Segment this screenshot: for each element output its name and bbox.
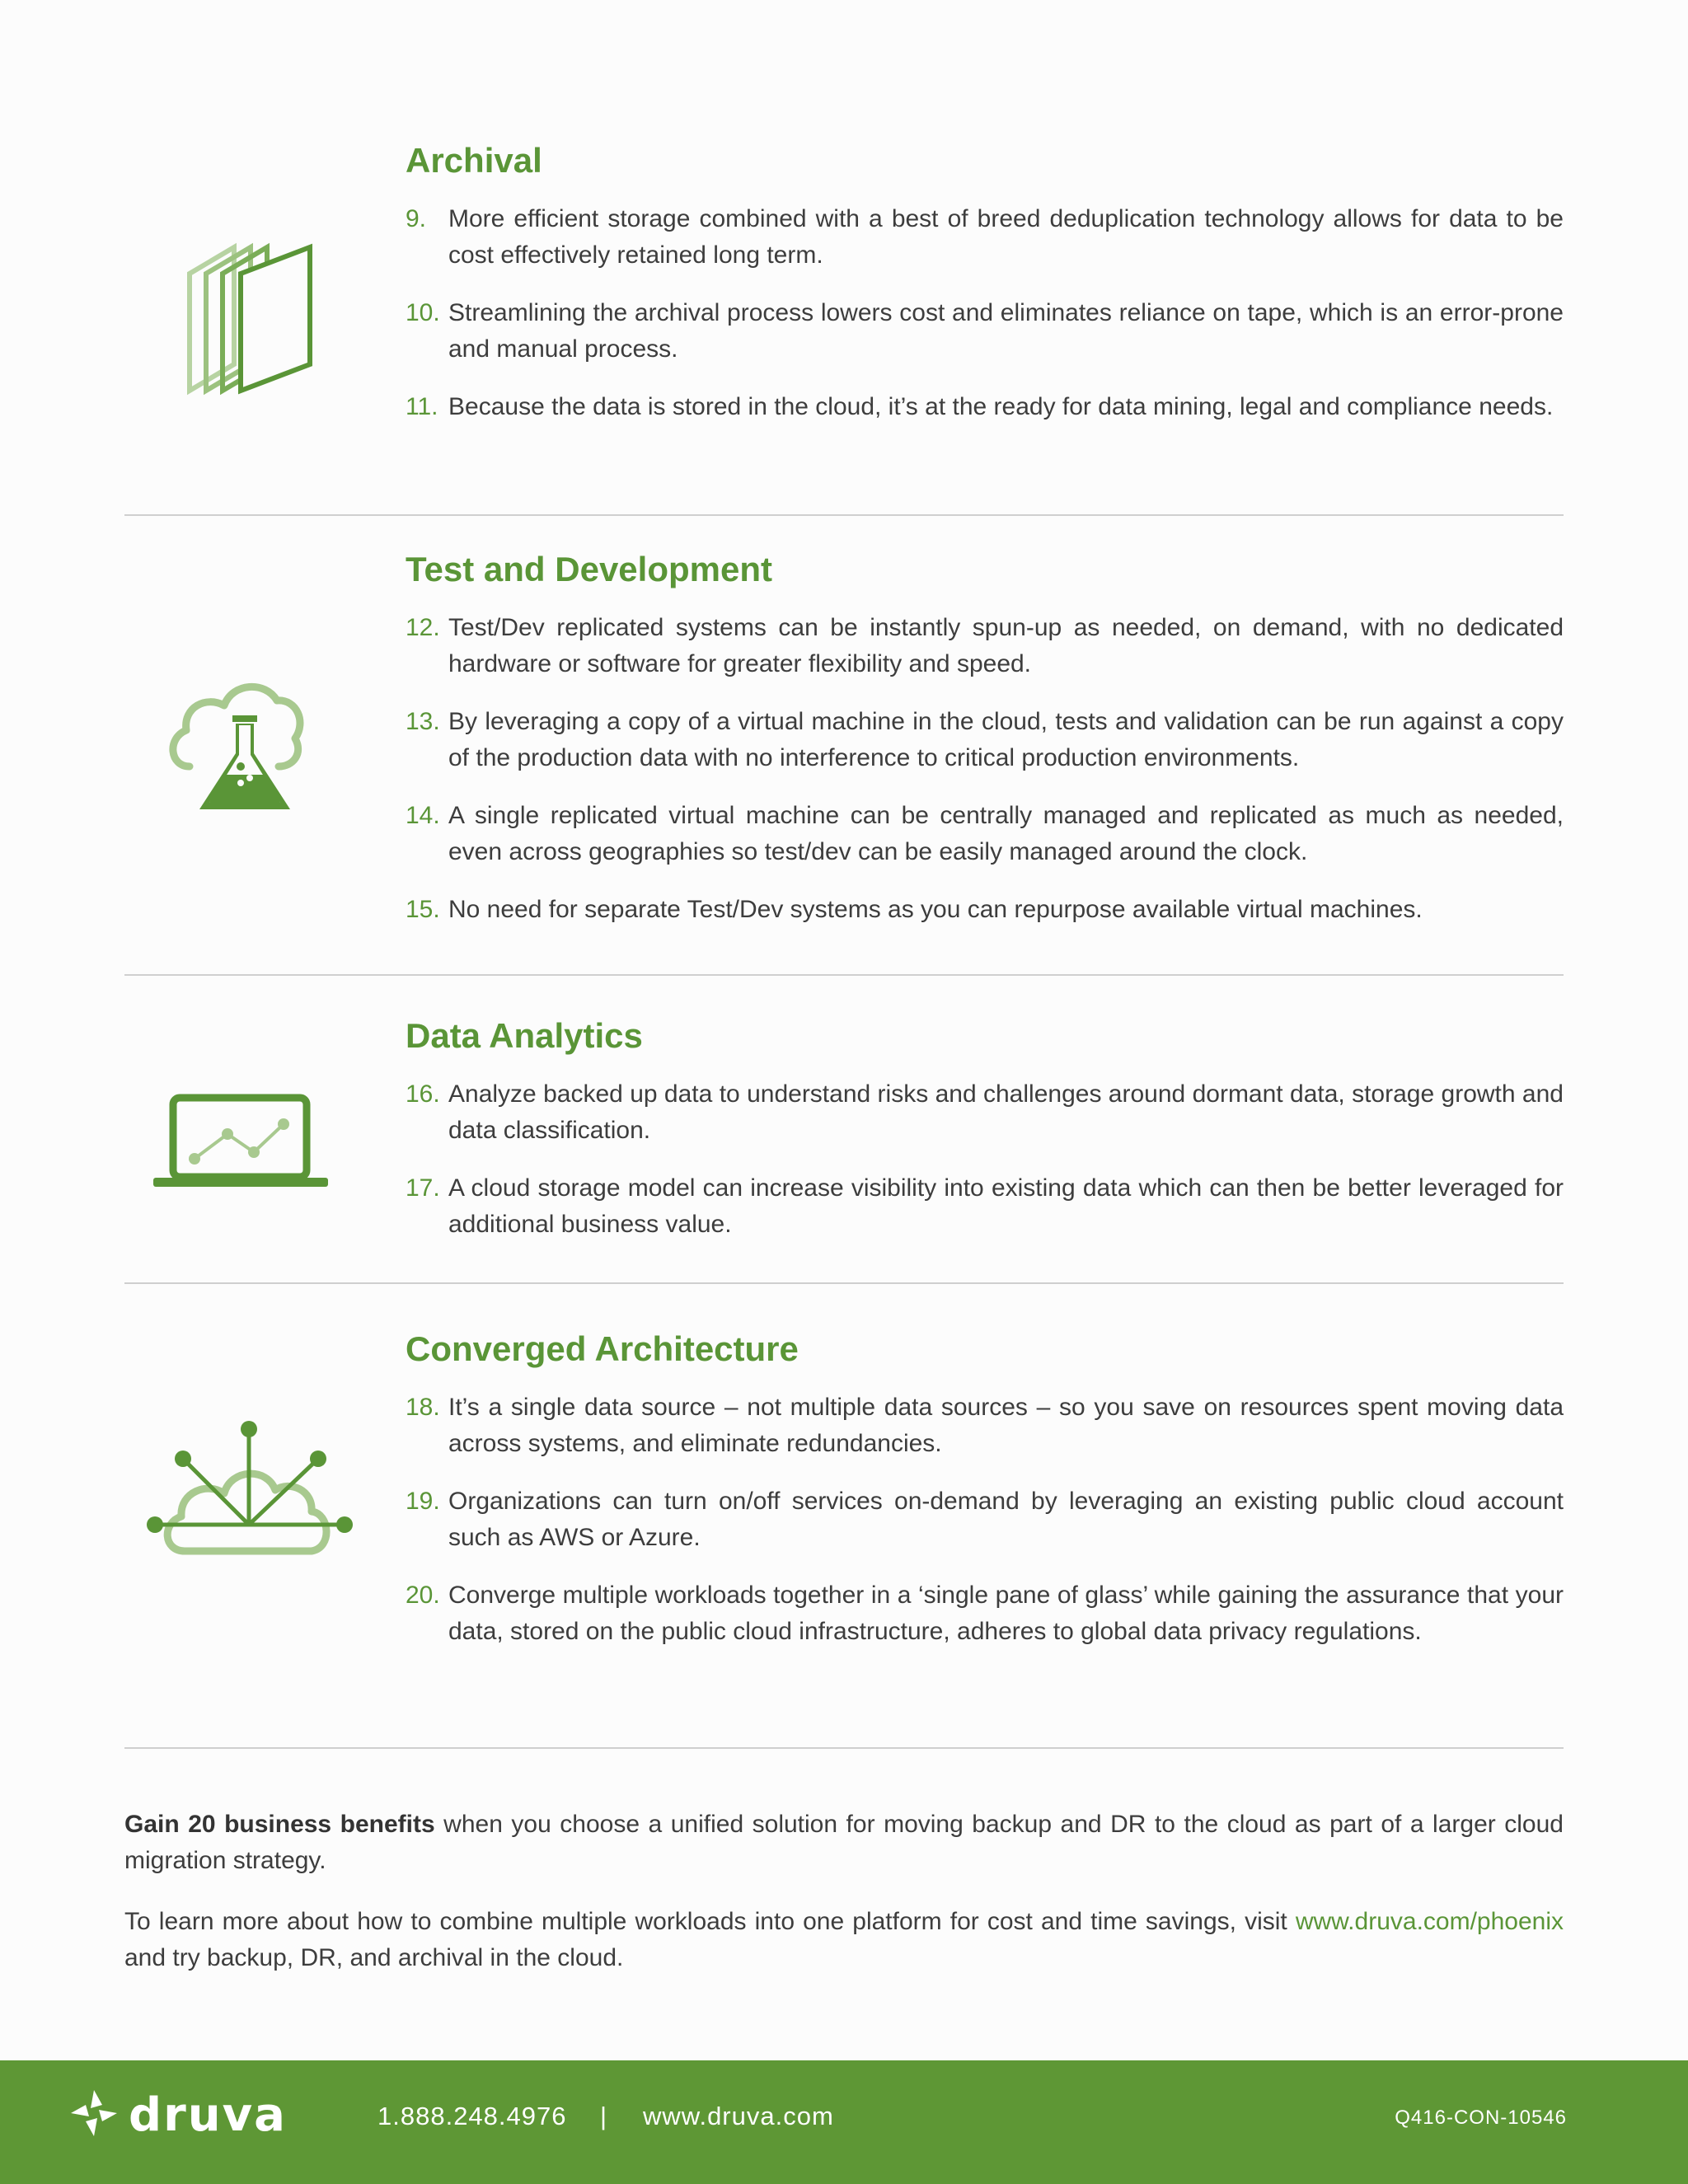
list-item — [406, 798, 1564, 870]
item-number: 14. — [406, 802, 440, 829]
list-item — [406, 389, 1564, 425]
learn-more-end: and try backup, DR, and archival in the cloud. — [124, 1944, 624, 1971]
item-number: 12. — [406, 614, 440, 641]
list-item — [406, 295, 1564, 368]
footer-phone: 1.888.248.4976 — [377, 2102, 567, 2130]
section-title: Data Analytics — [406, 1016, 643, 1055]
footer-bar — [0, 2060, 1688, 2184]
list-item — [406, 704, 1564, 776]
closing-text: when you choose a unified solution for moving backup and DR to the cloud as part of a larger cloud migration strategy. — [124, 1811, 1564, 1874]
item-number: 11. — [406, 393, 438, 420]
item-number: 18. — [406, 1394, 440, 1421]
stacked-pages-icon — [185, 241, 316, 401]
item-text: No need for separate Test/Dev systems as you can repurpose available virtual machines. — [448, 896, 1423, 923]
section-divider — [124, 974, 1564, 976]
list-item — [406, 1483, 1564, 1556]
benefit-list — [406, 610, 1564, 928]
item-number: 9. — [406, 205, 427, 232]
list-item — [406, 1390, 1564, 1462]
item-number: 15. — [406, 896, 440, 923]
section-title: Archival — [406, 141, 542, 180]
learn-more-paragraph — [124, 1904, 1564, 1976]
list-item — [406, 1170, 1564, 1243]
list-item — [406, 1076, 1564, 1149]
item-text: Test/Dev replicated systems can be instantly spun-up as needed, on demand, with no dedicated hardware or software for greater flexibility and speed. — [448, 614, 1564, 677]
list-item — [406, 892, 1564, 928]
benefit-list — [406, 201, 1564, 425]
footer-separator: | — [600, 2102, 608, 2130]
item-number: 20. — [406, 1582, 440, 1609]
item-text: It’s a single data source – not multiple data sources – so you save on resources spent moving data across systems, and eliminate redundancies. — [448, 1394, 1564, 1457]
druva-logo-icon — [69, 2088, 119, 2142]
section-title: Test and Development — [406, 550, 772, 588]
druva-logo — [69, 2088, 287, 2142]
item-text: Organizations can turn on/off services on-demand by leveraging an existing public cloud account such as AWS or Azure. — [448, 1488, 1564, 1551]
druva-logo-text: druva — [129, 2088, 287, 2142]
footer-document-code: Q416-CON-10546 — [1395, 2107, 1567, 2129]
cloud-network-icon — [143, 1419, 358, 1563]
section-title: Converged Architecture — [406, 1329, 799, 1368]
list-item — [406, 1577, 1564, 1650]
item-text: Converge multiple workloads together in a ‘single pane of glass’ while gaining the assurance that your data, stored on the public cloud infrastructure, adheres to global data privacy regulations. — [448, 1582, 1564, 1645]
item-text: A single replicated virtual machine can be centrally managed and replicated as much as needed, even across geographies so test/dev can be easily managed around the clock. — [448, 802, 1564, 865]
item-number: 19. — [406, 1488, 440, 1515]
item-text: Analyze backed up data to understand risks and challenges around dormant data, storage growth and data classification. — [448, 1080, 1564, 1144]
item-text: A cloud storage model can increase visibility into existing data which can then be better leveraged for additional business value. — [448, 1174, 1564, 1238]
closing-paragraph — [124, 1807, 1564, 1879]
item-number: 16. — [406, 1080, 440, 1108]
item-text: Streamlining the archival process lowers cost and eliminates reliance on tape, which is an error-prone and manual process. — [448, 299, 1564, 363]
item-number: 13. — [406, 708, 440, 735]
closing-bold-lead: Gain 20 business benefits — [124, 1811, 435, 1838]
phoenix-link[interactable]: www.druva.com/phoenix — [1295, 1908, 1564, 1935]
list-item — [406, 610, 1564, 682]
item-text: Because the data is stored in the cloud, it’s at the ready for data mining, legal and compliance needs. — [448, 393, 1554, 420]
item-number: 17. — [406, 1174, 440, 1202]
footer-website-link[interactable]: www.druva.com — [643, 2102, 834, 2130]
laptop-chart-icon — [152, 1093, 330, 1196]
list-item — [406, 201, 1564, 274]
cloud-flask-icon — [165, 674, 305, 820]
item-number: 10. — [406, 299, 440, 326]
item-text: More efficient storage combined with a best of breed deduplication technology allows for data to be cost effectively retained long term. — [448, 205, 1564, 269]
section-divider — [124, 514, 1564, 516]
benefit-list — [406, 1390, 1564, 1650]
item-text: By leveraging a copy of a virtual machine in the cloud, tests and validation can be run against a copy of the production data with no interference to critical production environments. — [448, 708, 1564, 771]
section-divider — [124, 1282, 1564, 1284]
section-divider — [124, 1747, 1564, 1749]
learn-more-text: To learn more about how to combine multiple workloads into one platform for cost and time savings, visit — [124, 1908, 1296, 1935]
benefit-list — [406, 1076, 1564, 1243]
